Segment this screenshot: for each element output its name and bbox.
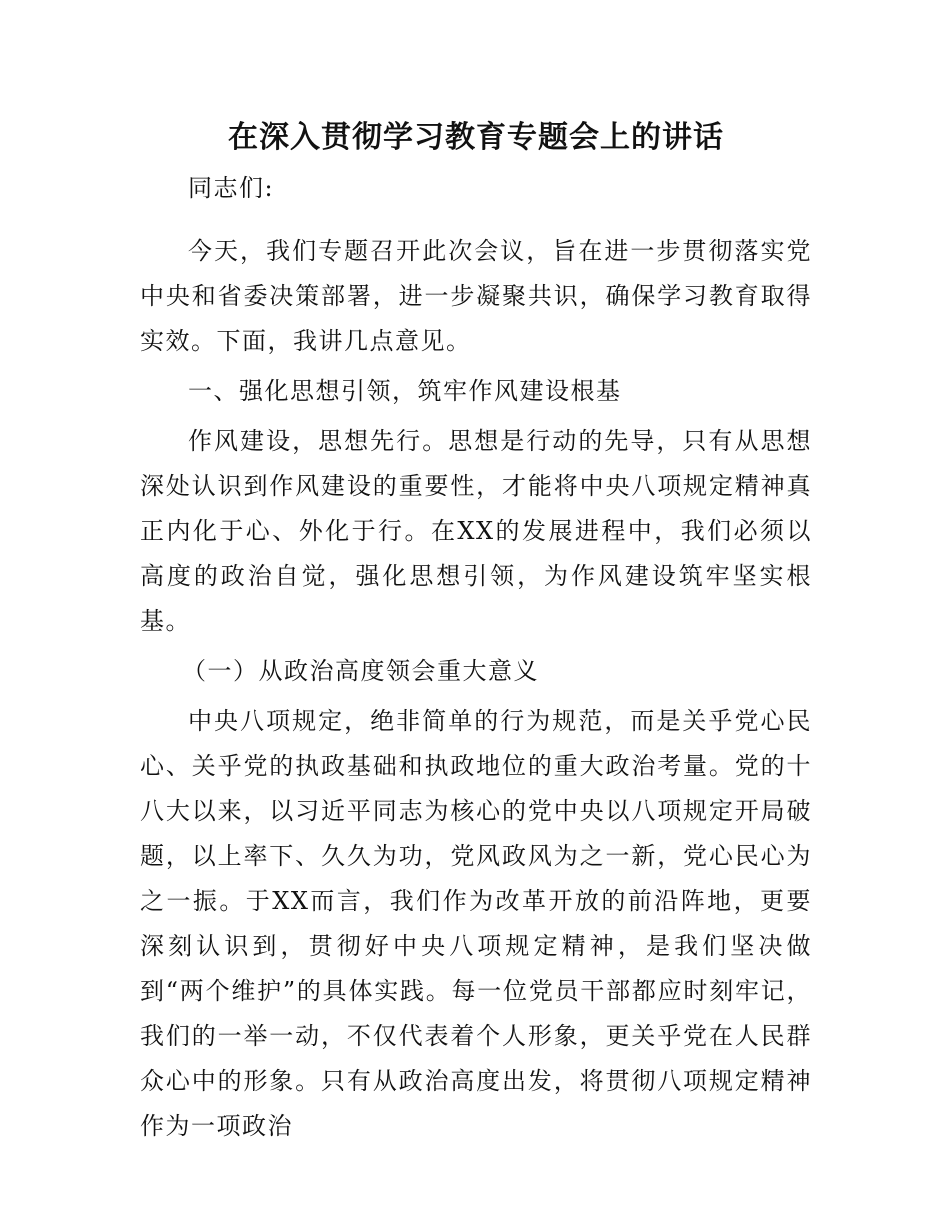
subsection-heading-1: （一）从政治高度领会重大意义: [182, 657, 539, 685]
section-heading-1: 一、强化思想引领，筑牢作风建设根基: [188, 377, 622, 405]
subsection-1-paragraph: 中央八项规定，绝非简单的行为规范，而是关乎党心民心、关乎党的执政基础和执政地位的重大政治考量。党的十八大以来，以习近平同志为核心的党中央以八项规定开局破题，以上率下、久久为功，党风政风为之一新，党心民心为之一振。于XX而言，我们作为改革开放的前沿阵地，更要深刻认识到，贯彻好中央八项规定精神，是我们坚决做到“两个维护”的具体实践。每一位党员干部都应时刻牢记，我们的一举一动，不仅代表着个人形象，更关乎党在人民群众心中的形象。只有从政治高度出发，将贯彻八项规定精神作为一项政治: [140, 707, 812, 1140]
document-title: 在深入贯彻学习教育专题会上的讲话: [228, 120, 724, 155]
greeting: 同志们:: [188, 174, 275, 202]
document-body: [140, 110, 812, 1154]
intro-paragraph: 今天，我们专题召开此次会议，旨在进一步贯彻落实党中央和省委决策部署，进一步凝聚共识，确保学习教育取得实效。下面，我讲几点意见。: [140, 237, 812, 355]
section-1-paragraph: 作风建设，思想先行。思想是行动的先导，只有从思想深处认识到作风建设的重要性，才能将中央八项规定精神真正内化于心、外化于行。在XX的发展进程中，我们必须以高度的政治自觉，强化思想引领，为作风建设筑牢坚实根基。: [140, 427, 812, 635]
